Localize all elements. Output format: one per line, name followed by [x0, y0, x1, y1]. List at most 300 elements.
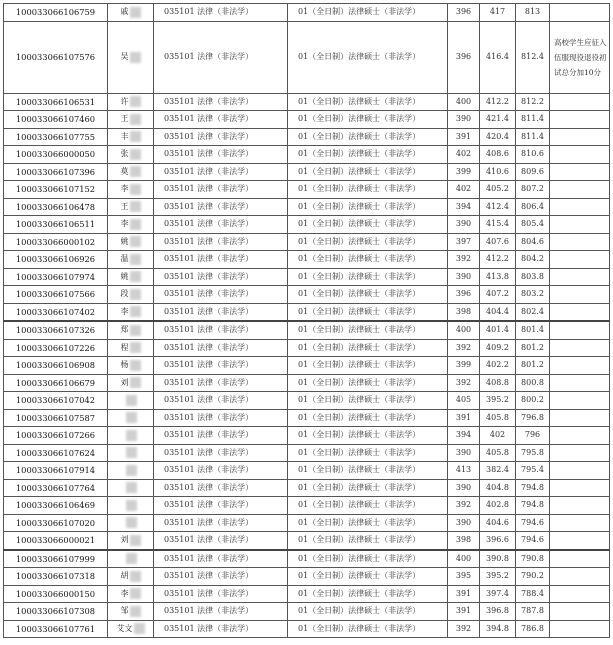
retest-score-cell	[480, 216, 516, 234]
retest-score-cell	[480, 233, 516, 251]
direction-cell-text: 01（全日制）法律硕士（非法学）	[298, 166, 421, 176]
table-row	[4, 181, 610, 199]
name-cell	[108, 444, 154, 462]
initial-score-cell	[448, 532, 480, 550]
total-score-cell-text: 794.6	[521, 535, 544, 545]
note-cell-text: 高校学生应征入伍服现役退役初试总分加10分	[554, 37, 607, 77]
retest-score-cell	[480, 303, 516, 321]
candidate-id-cell-text: 100033066107566	[15, 289, 96, 300]
candidate-id-cell-text: 100033066106531	[15, 96, 96, 107]
redaction-blur	[130, 114, 141, 125]
redaction-blur	[130, 606, 141, 617]
direction-cell-text: 01（全日制）法律硕士（非法学）	[298, 236, 421, 246]
initial-score-cell-text: 390	[455, 271, 472, 281]
direction-cell	[288, 128, 448, 146]
program-cell-text: 035101 法律（非法学）	[164, 114, 254, 124]
retest-score-cell	[480, 163, 516, 181]
direction-cell-text: 01（全日制）法律硕士（非法学）	[298, 606, 421, 616]
table-row	[4, 409, 610, 427]
name-cell	[108, 93, 154, 111]
candidate-id-cell-text: 100033066107587	[15, 412, 96, 423]
candidate-id-cell	[4, 251, 108, 269]
name-cell	[108, 198, 154, 216]
total-score-cell	[516, 603, 550, 621]
initial-score-cell-text: 405	[455, 395, 472, 405]
table-row	[4, 479, 610, 497]
direction-cell-text: 01（全日制）法律硕士（非法学）	[298, 623, 421, 633]
direction-cell-text: 01（全日制）法律硕士（非法学）	[298, 395, 421, 405]
initial-score-cell	[448, 251, 480, 269]
program-cell-text: 035101 法律（非法学）	[164, 96, 254, 106]
program-cell	[154, 374, 288, 392]
total-score-cell	[516, 550, 550, 568]
name-cell-text: 李	[120, 306, 129, 316]
direction-cell	[288, 163, 448, 181]
retest-score-cell-text: 395.2	[486, 571, 509, 581]
note-cell	[550, 303, 610, 321]
redaction-blur	[130, 325, 141, 336]
direction-cell-text: 01（全日制）法律硕士（非法学）	[298, 588, 421, 598]
candidate-id-cell-text: 100033066107624	[15, 447, 96, 458]
total-score-cell-text: 810.6	[521, 149, 544, 159]
name-cell-text: 段	[120, 289, 129, 299]
direction-cell-text: 01（全日制）法律硕士（非法学）	[298, 96, 421, 106]
table-row	[4, 514, 610, 532]
program-cell	[154, 532, 288, 550]
initial-score-cell-text: 396	[455, 289, 472, 299]
name-cell-text: 郑	[120, 325, 129, 335]
direction-cell	[288, 339, 448, 357]
total-score-cell-text: 801.4	[521, 325, 544, 335]
candidate-id-cell	[4, 216, 108, 234]
name-cell	[108, 620, 154, 638]
note-cell	[550, 251, 610, 269]
total-score-cell-text: 794.8	[521, 500, 544, 510]
candidate-id-cell	[4, 479, 108, 497]
redaction-blur	[130, 166, 141, 177]
redaction-blur	[134, 623, 145, 634]
initial-score-cell-text: 402	[455, 184, 472, 194]
redaction-blur	[130, 360, 141, 371]
candidate-id-cell-text: 100033066107266	[15, 430, 96, 441]
initial-score-cell	[448, 303, 480, 321]
retest-score-cell-text: 404.8	[486, 482, 509, 492]
total-score-cell-text: 790.2	[521, 571, 544, 581]
name-cell-text: 刘	[120, 377, 129, 387]
admission-score-table	[3, 3, 610, 638]
total-score-cell	[516, 339, 550, 357]
program-cell	[154, 181, 288, 199]
table-row	[4, 550, 610, 568]
retest-score-cell-text: 420.4	[486, 131, 509, 141]
name-cell	[108, 21, 154, 93]
program-cell	[154, 550, 288, 568]
candidate-id-cell	[4, 497, 108, 515]
name-cell-text: 李	[120, 588, 129, 598]
table-row	[4, 251, 610, 269]
program-cell	[154, 568, 288, 586]
initial-score-cell-text: 392	[455, 623, 472, 633]
retest-score-cell	[480, 128, 516, 146]
redaction-blur	[130, 377, 141, 388]
initial-score-cell-text: 390	[455, 482, 472, 492]
note-cell	[550, 321, 610, 339]
retest-score-cell	[480, 321, 516, 339]
redaction-blur	[130, 7, 141, 18]
redaction-blur	[130, 201, 141, 212]
program-cell-text: 035101 法律（非法学）	[164, 342, 254, 352]
initial-score-cell-text: 402	[455, 149, 472, 159]
total-score-cell-text: 796.8	[521, 412, 544, 422]
initial-score-cell	[448, 233, 480, 251]
retest-score-cell-text: 390.8	[486, 553, 509, 563]
direction-cell	[288, 603, 448, 621]
program-cell-text: 035101 法律（非法学）	[164, 254, 254, 264]
initial-score-cell	[448, 427, 480, 445]
total-score-cell-text: 813	[524, 7, 541, 17]
retest-score-cell	[480, 357, 516, 375]
redaction-blur	[126, 430, 137, 441]
candidate-id-cell-text: 100033066107020	[15, 517, 96, 528]
name-cell-text: 莫	[120, 166, 129, 176]
total-score-cell-text: 801.2	[521, 342, 544, 352]
retest-score-cell-text: 382.4	[486, 465, 509, 475]
program-cell-text: 035101 法律（非法学）	[164, 149, 254, 159]
retest-score-cell	[480, 550, 516, 568]
note-cell	[550, 128, 610, 146]
note-cell	[550, 198, 610, 216]
program-cell-text: 035101 法律（非法学）	[164, 465, 254, 475]
redaction-blur	[130, 184, 141, 195]
note-cell	[550, 339, 610, 357]
redaction-blur	[130, 149, 141, 160]
name-cell-text: 戚	[120, 7, 129, 17]
direction-cell	[288, 216, 448, 234]
retest-score-cell	[480, 497, 516, 515]
redaction-blur	[126, 395, 137, 406]
direction-cell	[288, 514, 448, 532]
program-cell-text: 035101 法律（非法学）	[164, 535, 254, 545]
name-cell	[108, 268, 154, 286]
candidate-id-cell-text: 100033066106679	[15, 377, 96, 388]
initial-score-cell-text: 400	[455, 553, 472, 563]
initial-score-cell	[448, 392, 480, 410]
initial-score-cell-text: 391	[455, 588, 472, 598]
name-cell	[108, 392, 154, 410]
table-row	[4, 462, 610, 480]
retest-score-cell-text: 396.6	[486, 535, 509, 545]
direction-cell	[288, 374, 448, 392]
direction-cell-text: 01（全日制）法律硕士（非法学）	[298, 289, 421, 299]
retest-score-cell-text: 405.8	[486, 447, 509, 457]
program-cell	[154, 392, 288, 410]
total-score-cell	[516, 409, 550, 427]
name-cell-text: 王	[120, 201, 129, 211]
total-score-cell-text: 811.4	[521, 131, 544, 141]
retest-score-cell-text: 417	[489, 7, 506, 17]
retest-score-cell-text: 396.8	[486, 606, 509, 616]
name-cell	[108, 374, 154, 392]
note-cell	[550, 409, 610, 427]
total-score-cell-text: 812.4	[521, 52, 544, 61]
retest-score-cell	[480, 111, 516, 129]
program-cell-text: 035101 法律（非法学）	[164, 553, 254, 563]
name-cell-text: 丰	[120, 131, 129, 141]
direction-cell	[288, 462, 448, 480]
program-cell-text: 035101 法律（非法学）	[164, 271, 254, 281]
redaction-blur	[126, 412, 137, 423]
direction-cell-text: 01（全日制）法律硕士（非法学）	[298, 131, 421, 141]
note-cell	[550, 163, 610, 181]
total-score-cell-text: 807.2	[521, 184, 544, 194]
retest-score-cell	[480, 286, 516, 304]
direction-cell	[288, 620, 448, 638]
direction-cell-text: 01（全日制）法律硕士（非法学）	[298, 342, 421, 352]
total-score-cell	[516, 4, 550, 22]
table-row	[4, 268, 610, 286]
retest-score-cell	[480, 568, 516, 586]
name-cell	[108, 585, 154, 603]
note-cell	[550, 286, 610, 304]
direction-cell	[288, 444, 448, 462]
direction-cell	[288, 357, 448, 375]
table-row	[4, 163, 610, 181]
program-cell	[154, 427, 288, 445]
name-cell	[108, 409, 154, 427]
total-score-cell-text: 795.8	[521, 447, 544, 457]
direction-cell-text: 01（全日制）法律硕士（非法学）	[298, 412, 421, 422]
candidate-id-cell	[4, 550, 108, 568]
candidate-id-cell	[4, 532, 108, 550]
name-cell	[108, 251, 154, 269]
initial-score-cell-text: 394	[455, 201, 472, 211]
candidate-id-cell-text: 100033066106469	[15, 500, 96, 511]
name-cell	[108, 550, 154, 568]
table-row	[4, 444, 610, 462]
program-cell	[154, 146, 288, 164]
total-score-cell	[516, 392, 550, 410]
redaction-blur	[130, 96, 141, 107]
direction-cell	[288, 427, 448, 445]
program-cell	[154, 620, 288, 638]
table-row	[4, 286, 610, 304]
total-score-cell	[516, 111, 550, 129]
note-cell	[550, 392, 610, 410]
program-cell-text: 035101 法律（非法学）	[164, 482, 254, 492]
candidate-id-cell-text: 100033066107764	[15, 482, 96, 493]
total-score-cell	[516, 321, 550, 339]
total-score-cell	[516, 568, 550, 586]
direction-cell	[288, 4, 448, 22]
table-row	[4, 532, 610, 550]
program-cell	[154, 585, 288, 603]
retest-score-cell-text: 413.8	[486, 271, 509, 281]
redaction-blur	[130, 52, 141, 63]
program-cell-text: 035101 法律（非法学）	[164, 447, 254, 457]
program-cell-text: 035101 法律（非法学）	[164, 606, 254, 616]
initial-score-cell	[448, 21, 480, 93]
total-score-cell-text: 790.8	[521, 553, 544, 563]
program-cell-text: 035101 法律（非法学）	[164, 430, 254, 440]
retest-score-cell	[480, 4, 516, 22]
program-cell	[154, 514, 288, 532]
program-cell	[154, 339, 288, 357]
table-body	[4, 4, 610, 638]
total-score-cell-text: 786.8	[521, 623, 544, 633]
candidate-id-cell-text: 100033066107396	[15, 166, 96, 177]
total-score-cell	[516, 181, 550, 199]
retest-score-cell-text: 394.8	[486, 623, 509, 633]
retest-score-cell	[480, 603, 516, 621]
redaction-blur	[126, 517, 137, 528]
name-cell	[108, 111, 154, 129]
candidate-id-cell-text: 100033066106478	[15, 201, 96, 212]
note-cell	[550, 514, 610, 532]
initial-score-cell	[448, 620, 480, 638]
program-cell	[154, 497, 288, 515]
name-cell-text: 吴	[120, 52, 129, 61]
retest-score-cell	[480, 462, 516, 480]
direction-cell	[288, 111, 448, 129]
name-cell-text: 邹	[120, 606, 129, 616]
note-cell	[550, 603, 610, 621]
retest-score-cell-text: 408.8	[486, 377, 509, 387]
program-cell-text: 035101 法律（非法学）	[164, 236, 254, 246]
initial-score-cell	[448, 514, 480, 532]
initial-score-cell	[448, 568, 480, 586]
candidate-id-cell-text: 100033066107326	[15, 325, 96, 336]
initial-score-cell	[448, 479, 480, 497]
note-cell	[550, 532, 610, 550]
direction-cell	[288, 303, 448, 321]
direction-cell	[288, 550, 448, 568]
retest-score-cell	[480, 93, 516, 111]
direction-cell	[288, 532, 448, 550]
direction-cell	[288, 497, 448, 515]
retest-score-cell-text: 402	[489, 430, 506, 440]
note-cell	[550, 479, 610, 497]
total-score-cell-text: 806.4	[521, 201, 544, 211]
initial-score-cell-text: 399	[455, 360, 472, 370]
initial-score-cell	[448, 111, 480, 129]
total-score-cell-text: 803.8	[521, 271, 544, 281]
retest-score-cell	[480, 198, 516, 216]
name-cell	[108, 286, 154, 304]
total-score-cell-text: 809.6	[521, 166, 544, 176]
program-cell	[154, 163, 288, 181]
retest-score-cell	[480, 374, 516, 392]
candidate-id-cell	[4, 163, 108, 181]
candidate-id-cell	[4, 268, 108, 286]
candidate-id-cell-text: 100033066107914	[15, 465, 96, 476]
candidate-id-cell	[4, 321, 108, 339]
direction-cell	[288, 286, 448, 304]
candidate-id-cell	[4, 357, 108, 375]
redaction-blur	[130, 571, 141, 582]
direction-cell-text: 01（全日制）法律硕士（非法学）	[298, 447, 421, 457]
total-score-cell-text: 801.2	[521, 360, 544, 370]
table-row	[4, 111, 610, 129]
program-cell	[154, 303, 288, 321]
table-row	[4, 4, 610, 22]
name-cell	[108, 427, 154, 445]
retest-score-cell	[480, 251, 516, 269]
program-cell-text: 035101 法律（非法学）	[164, 360, 254, 370]
redaction-blur	[130, 131, 141, 142]
candidate-id-cell	[4, 603, 108, 621]
total-score-cell	[516, 198, 550, 216]
redaction-blur	[130, 271, 141, 282]
retest-score-cell-text: 409.2	[486, 342, 509, 352]
initial-score-cell	[448, 603, 480, 621]
direction-cell	[288, 181, 448, 199]
table-row	[4, 303, 610, 321]
total-score-cell	[516, 21, 550, 93]
direction-cell-text: 01（全日制）法律硕士（非法学）	[298, 201, 421, 211]
name-cell	[108, 4, 154, 22]
direction-cell-text: 01（全日制）法律硕士（非法学）	[298, 7, 421, 17]
program-cell	[154, 357, 288, 375]
name-cell-text: 姚	[120, 271, 129, 281]
total-score-cell	[516, 514, 550, 532]
retest-score-cell-text: 404.6	[486, 517, 509, 527]
candidate-id-cell-text: 100033066107318	[15, 571, 96, 582]
name-cell	[108, 233, 154, 251]
initial-score-cell	[448, 550, 480, 568]
total-score-cell	[516, 357, 550, 375]
candidate-id-cell-text: 100033066106908	[15, 360, 96, 371]
candidate-id-cell-text: 100033066107226	[15, 342, 96, 353]
direction-cell-text: 01（全日制）法律硕士（非法学）	[298, 149, 421, 159]
initial-score-cell	[448, 181, 480, 199]
initial-score-cell-text: 395	[455, 571, 472, 581]
initial-score-cell	[448, 339, 480, 357]
initial-score-cell-text: 392	[455, 377, 472, 387]
note-cell	[550, 21, 610, 93]
direction-cell-text: 01（全日制）法律硕士（非法学）	[298, 306, 421, 316]
total-score-cell	[516, 427, 550, 445]
candidate-id-cell-text: 100033066107308	[15, 606, 96, 617]
note-cell	[550, 374, 610, 392]
candidate-id-cell-text: 100033066106511	[15, 219, 96, 230]
initial-score-cell-text: 394	[455, 430, 472, 440]
table-row	[4, 233, 610, 251]
direction-cell	[288, 198, 448, 216]
direction-cell-text: 01（全日制）法律硕士（非法学）	[298, 254, 421, 264]
initial-score-cell-text: 400	[455, 96, 472, 106]
program-cell-text: 035101 法律（非法学）	[164, 325, 254, 335]
note-cell	[550, 4, 610, 22]
direction-cell	[288, 479, 448, 497]
initial-score-cell-text: 396	[455, 52, 472, 61]
initial-score-cell-text: 391	[455, 131, 472, 141]
initial-score-cell	[448, 146, 480, 164]
note-cell	[550, 233, 610, 251]
candidate-id-cell	[4, 620, 108, 638]
name-cell-text: 李	[120, 184, 129, 194]
direction-cell-text: 01（全日制）法律硕士（非法学）	[298, 553, 421, 563]
table-row	[4, 585, 610, 603]
program-cell	[154, 111, 288, 129]
program-cell	[154, 93, 288, 111]
program-cell	[154, 462, 288, 480]
retest-score-cell-text: 408.6	[486, 149, 509, 159]
retest-score-cell	[480, 21, 516, 93]
note-cell	[550, 146, 610, 164]
initial-score-cell-text: 392	[455, 500, 472, 510]
redaction-blur	[130, 236, 141, 247]
retest-score-cell	[480, 339, 516, 357]
